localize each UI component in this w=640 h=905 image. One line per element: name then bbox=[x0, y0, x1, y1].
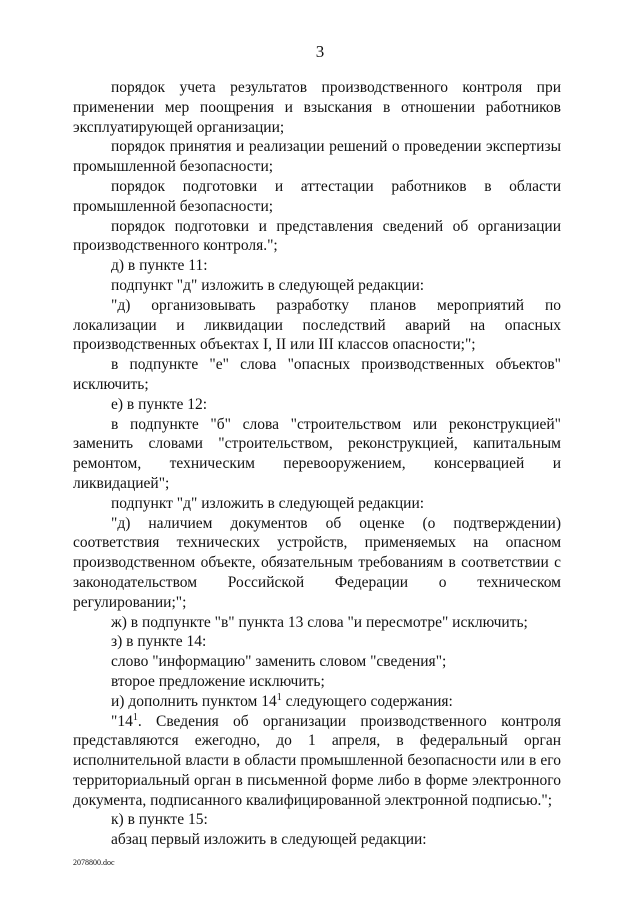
quote-text-before: "14 bbox=[111, 712, 133, 730]
paragraph-add-clause bbox=[73, 692, 561, 712]
paragraph: порядок принятия и реализации решений о проведении экспертизы промышленной безопасности; bbox=[73, 138, 561, 176]
paragraph: подпункт "д" изложить в следующей редакции: bbox=[111, 494, 425, 512]
page-number: 3 bbox=[315, 42, 325, 61]
paragraph: порядок подготовки и аттестации работников в области промышленной безопасности; bbox=[73, 177, 561, 215]
clause-text-before: и) дополнить пунктом 14 bbox=[111, 692, 277, 710]
paragraph: ж) в подпункте "в" пункта 13 слова "и пересмотре" исключить; bbox=[111, 613, 528, 631]
paragraph: в подпункте "б" слова "строительством или реконструкцией" заменить словами "строительством, реконструкцией, капитальным ремонтом, техническим перевооружением, консервацией и ликвидацией"; bbox=[73, 415, 561, 492]
superscript: 1 bbox=[276, 691, 282, 703]
paragraph: "д) наличием документов об оценке (о подтверждении) соответствия технических устройств, применяемых на опасном производственном объекте, обязательным требованиям в соответствии с законодательством Российской Федерации о техническом регулировании;"; bbox=[73, 514, 561, 611]
paragraph: второе предложение исключить; bbox=[111, 672, 325, 690]
paragraph: е) в пункте 12: bbox=[111, 395, 208, 413]
paragraph: "д) организовывать разработку планов мероприятий по локализации и ликвидации последствий аварий на опасных производственных объектах I, II или III классов опасности;"; bbox=[73, 296, 561, 354]
paragraph: в подпункте "е" слова "опасных производственных объектов" исключить; bbox=[73, 356, 561, 393]
paragraph: подпункт "д" изложить в следующей редакции: bbox=[111, 276, 425, 294]
paragraph: слово "информацию" заменить словом "сведения"; bbox=[111, 653, 447, 671]
paragraph: д) в пункте 11: bbox=[111, 257, 208, 275]
paragraph: порядок учета результатов производственного контроля при применении мер поощрения и взыскания в отношении работников эксплуатирующей организации; bbox=[73, 79, 561, 136]
paragraph: порядок подготовки и представления сведений об организации производственного контроля."; bbox=[73, 217, 561, 255]
paragraph: к) в пункте 15: bbox=[111, 811, 208, 829]
document-body bbox=[73, 78, 561, 850]
file-reference: 2078800.doc bbox=[73, 858, 115, 867]
paragraph-quoted-clause bbox=[73, 712, 561, 811]
clause-text-after: следующего содержания: bbox=[281, 692, 453, 710]
paragraph: з) в пункте 14: bbox=[111, 633, 207, 651]
paragraph: абзац первый изложить в следующей редакции: bbox=[111, 831, 427, 849]
superscript: 1 bbox=[132, 711, 138, 723]
quote-text-after: . Сведения об организации производственного контроля представляются ежегодно, до 1 апреля, в федеральный орган исполнительной власти в области промышленной безопасности или в его территориальный орган в письменной форме либо в форме электронного документа, подписанного квалифицированной электронной подписью."; bbox=[73, 712, 561, 809]
